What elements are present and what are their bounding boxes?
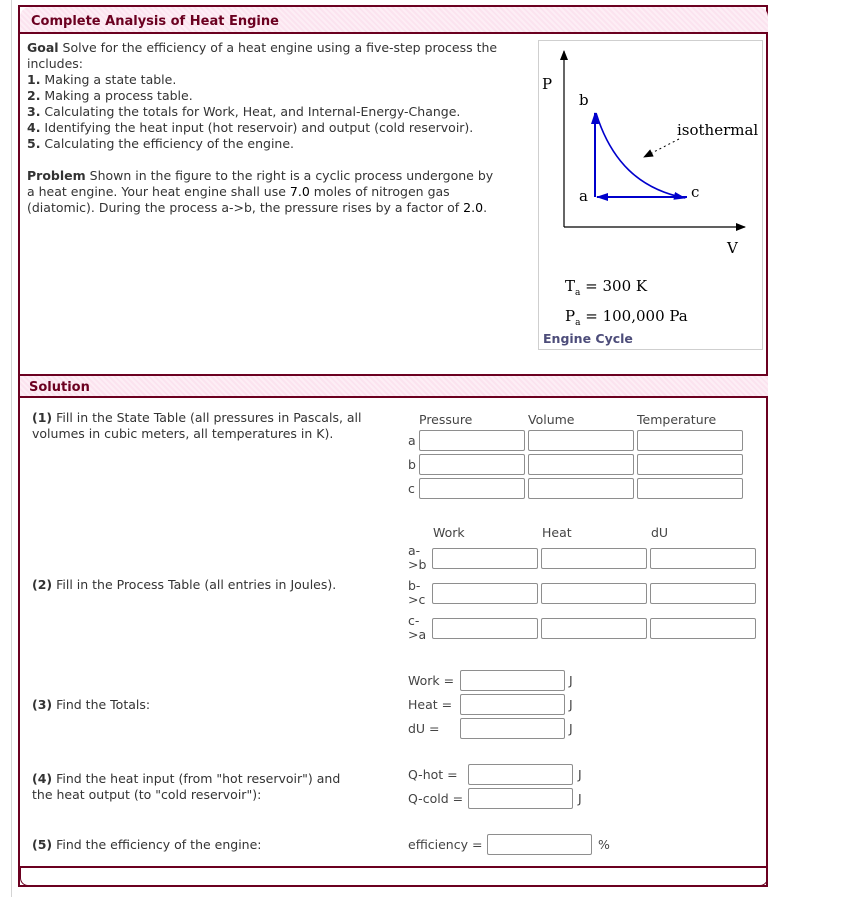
q-cold-label: Q-cold =	[408, 791, 464, 806]
step3-instructions: (3) Find the Totals:	[32, 697, 151, 712]
step5-instructions: (5) Find the efficiency of the engine:	[32, 837, 262, 852]
state-row-b-label: b	[408, 457, 416, 472]
total-work-unit: J	[569, 673, 573, 688]
process-ca-heat-input[interactable]	[541, 618, 647, 639]
goal-step: 1. Making a state table.	[27, 72, 177, 87]
total-heat-input[interactable]	[460, 694, 565, 715]
pressure-a-label: $P_a = 100,000$ Pa	[565, 307, 688, 328]
process-col-heat: Heat	[542, 525, 572, 540]
efficiency-label: efficiency =	[408, 837, 483, 852]
state-col-pressure: Pressure	[419, 412, 473, 427]
axis-label-p: P	[542, 75, 553, 93]
state-c-pressure-input[interactable]	[419, 478, 525, 499]
q-cold-input[interactable]	[468, 788, 573, 809]
state-row-c-label: c	[408, 481, 415, 496]
total-du-unit: J	[569, 721, 573, 736]
process-ca-work-input[interactable]	[432, 618, 538, 639]
panel-title: Complete Analysis of Heat Engine	[31, 14, 279, 29]
isothermal-label: isothermal	[677, 121, 759, 139]
process-bc-heat-input[interactable]	[541, 583, 647, 604]
process-ca-du-input[interactable]	[650, 618, 756, 639]
q-hot-input[interactable]	[468, 764, 573, 785]
step4-instructions: (4) Find the heat input (from "hot reservoir") and the heat output (to "cold reservoir"):	[32, 771, 341, 802]
q-hot-label: Q-hot =	[408, 767, 458, 782]
panel-title-bar	[20, 7, 768, 34]
problem-label: Problem	[27, 168, 86, 183]
step2-instructions: (2) Fill in the Process Table (all entries in Joules).	[32, 577, 337, 592]
problem-section: Problem Shown in the figure to the right is a cyclic process undergone by a heat engine. Your heat engine shall use 7.0 moles of nitrogen gas (diatomic). During the process a->b, the pressure rises by a factor of 2.0.	[27, 168, 494, 215]
process-bc-du-input[interactable]	[650, 583, 756, 604]
total-heat-unit: J	[569, 697, 573, 712]
total-du-input[interactable]	[460, 718, 565, 739]
page-left-edge	[11, 0, 12, 897]
goal-step: 5. Calculating the efficiency of the engine.	[27, 136, 294, 151]
process-ab-work-input[interactable]	[432, 548, 538, 569]
step1-instructions: (1) Fill in the State Table (all pressures in Pascals, all volumes in cubic meters, all temperatures in K).	[32, 410, 362, 441]
goal-label: Goal	[27, 40, 59, 55]
state-b-temperature-input[interactable]	[637, 454, 743, 475]
process-ab-du-input[interactable]	[650, 548, 756, 569]
state-c-temperature-input[interactable]	[637, 478, 743, 499]
state-a-volume-input[interactable]	[528, 430, 634, 451]
process-ab-heat-input[interactable]	[541, 548, 647, 569]
state-a-pressure-input[interactable]	[419, 430, 525, 451]
process-bc-work-input[interactable]	[432, 583, 538, 604]
axis-label-v: V	[727, 239, 738, 257]
state-b-pressure-input[interactable]	[419, 454, 525, 475]
state-b-volume-input[interactable]	[528, 454, 634, 475]
pv-diagram	[539, 41, 762, 271]
temperature-a-label: $T_a = 300$ K	[565, 277, 648, 298]
point-label-c: c	[691, 183, 700, 201]
total-work-label: Work =	[408, 673, 455, 688]
process-col-work: Work	[433, 525, 465, 540]
goal-text: Solve for the efficiency of a heat engine using a five-step process the includes:	[27, 40, 498, 71]
moles-value: 7.0	[289, 184, 310, 199]
total-work-input[interactable]	[460, 670, 565, 691]
efficiency-input[interactable]	[487, 834, 592, 855]
pressure-factor-value: 2.0	[463, 200, 484, 215]
solution-header-bar	[20, 374, 768, 398]
point-label-b: b	[579, 91, 589, 109]
state-row-a-label: a	[408, 433, 416, 448]
engine-cycle-figure	[538, 40, 763, 350]
process-col-du: dU	[651, 525, 669, 540]
efficiency-unit: %	[598, 837, 610, 852]
state-c-volume-input[interactable]	[528, 478, 634, 499]
process-row-bc-label: b- >c	[408, 578, 426, 607]
goal-step: 4. Identifying the heat input (hot reservoir) and output (cold reservoir).	[27, 120, 474, 135]
point-label-a: a	[579, 187, 588, 205]
goal-section	[27, 40, 527, 152]
solution-header: Solution	[29, 380, 90, 395]
state-col-volume: Volume	[528, 412, 575, 427]
q-hot-unit: J	[578, 767, 582, 782]
process-row-ab-label: a- >b	[408, 543, 427, 572]
goal-step: 2. Making a process table.	[27, 88, 193, 103]
state-a-temperature-input[interactable]	[637, 430, 743, 451]
total-du-label: dU =	[408, 721, 440, 736]
total-heat-label: Heat =	[408, 697, 453, 712]
state-col-temperature: Temperature	[637, 412, 717, 427]
process-row-ca-label: c- >a	[408, 613, 427, 642]
goal-step: 3. Calculating the totals for Work, Heat, and Internal-Energy-Change.	[27, 104, 461, 119]
q-cold-unit: J	[578, 791, 582, 806]
figure-caption: Engine Cycle	[543, 331, 633, 346]
panel-footer	[20, 866, 768, 886]
